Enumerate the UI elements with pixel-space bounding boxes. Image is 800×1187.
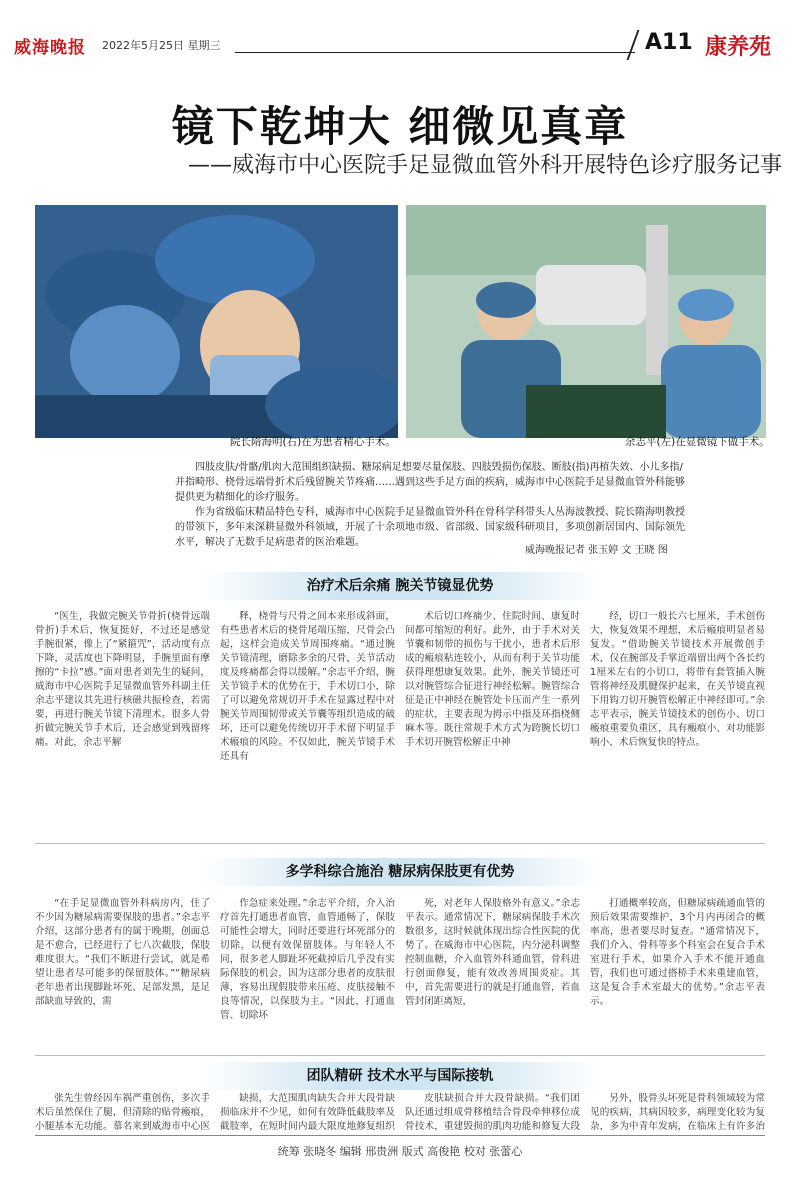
article-column: 张先生曾经因车祸严重创伤，多次手术后虽然保住了腿，但清除的贴骨瘢痕，小腿基本无功能。慕名来到威海市中心医: [35, 1093, 210, 1132]
section-divider: [35, 1055, 765, 1056]
headline: 镜下乾坤大 细微见真章: [171, 102, 629, 151]
article-column: “在手足显微血管外科病房内，住了不少因为糖尿病需要保肢的患者。”余志平介绍，这部分患者有的属于晚期，创面总是不愈合，已经进行了七八次截肢，保肢难度很大。“我们不断进行尝试，就是希望让患者尽可能多的保留肢体。”“糖尿病老年患者出现脚趾坏死、足部发黑，是足部缺血导致的，需: [35, 898, 210, 1007]
photo-caption-left: 院长隋海明(右)在为患者精心手术。: [230, 436, 396, 448]
issue-date: 2022年5月25日 星期三: [102, 39, 221, 52]
article-column: 另外，股骨头坏死是骨科领域较为常见的疾病，其病因较多，病理变化较为复杂，多为中青年发病，在临床上有许多治: [590, 1093, 765, 1132]
section-name: 康养苑: [705, 35, 772, 60]
article-column: “医生，我做完腕关节骨折(桡骨远端骨折)手术后，恢复挺好，不过还是感觉手腕很紧，像上了“紧箍咒”，活动度有点下降，灵活度也下降明显，手腕里面有摩擦的“卡拉”感。”面对患者刘先生的疑问，威海市中心医院手足显微血管外科副主任余志平建议其先进行核磁共振检查，若需要，再进行腕关节镜下清理术。很多人骨折做完腕关节手术后，还会感觉到残留疼痛。对此，余志平解: [35, 611, 210, 748]
masthead-slash: [627, 30, 640, 60]
subheadline: ——威海市中心医院手足显微血管外科开展特色诊疗服务记事: [187, 153, 782, 178]
masthead: [0, 0, 800, 78]
intro-paragraph: 作为省级临床精品特色专科，威海市中心医院手足显微血管外科在骨科学科带头人丛海波教授、院长隋海明教授的带领下，多年来深耕显微外科领域，开展了十余项地市级、省部级、国家级科研项目，多项创新居国内、国际领先水平，解决了无数手足病患者的医治难题。: [175, 507, 685, 548]
surgery-photo-right: [406, 205, 766, 438]
article-column: 经，切口一般长六七厘米，手术创伤大，恢复效果不理想，术后瘢痕明显者易复发。“借助腕关节镜技术开展微创手术，仅在腕部及手掌近端留出两个各长约1厘米左右的小切口，将带有套管插入腕管将神经及肌腱保护起来，在关节镜直视下用钩刀切开腕管松解正中神经即可。”余志平表示，腕关节镜技术的创伤小、切口瘢痕重要负重区，具有瘢痕小、对功能影响小、术后恢复快的特点。: [590, 611, 765, 748]
section-divider: [35, 843, 765, 844]
article-column: 作急症来处理。”余志平介绍，介入治疗首先打通患者血管，血管通畅了，保肢可能性会增大，同时还要进行坏死部分的切除，以便有效保留肢体。与年轻人不同，很多老人脚趾坏死截掉后几乎没有实际保肢的机会，因为这部分患者的皮肤很薄，容易出现假肢带来压疮、皮肤接触不良等情况，以保肢为主。“因此，打通血管、切除坏: [220, 898, 395, 1021]
article-column: 释，桡骨与尺骨之间本来形成斜面，有些患者术后的桡骨尾端压缩，尺骨会凸起，这样会造成关节周围疼痛。“通过腕关节镜清理，磨除多余的尺骨，关节活动度及疼痛都会得以缓解。”余志平介绍，腕关节镜手术的优势在于，手术切口小，除了可以避免常规切开手术在显露过程中对腕关节周围韧带或关节囊等组织造成的破坏，还可以避免传统切开手术留下明显手术瘢痕的风险。不仅如此，腕关节镜手术还具有: [220, 611, 395, 762]
newspaper-logo: 威海晚报: [14, 38, 86, 58]
masthead-divider: [235, 52, 635, 53]
intro-paragraph: 四肢皮肤/骨骼/肌肉大范围组织缺损、糖尿病足想要尽量保肢、四肢毁损伤保肢、断肢(指)再植失效、小儿多指/并指畸形、桡骨远端骨折术后残留腕关节疼痛……遇到这些手足方面的疾病，威海市中心医院手足显微血管外科能够提供更为精细化的诊疗服务。: [175, 462, 685, 503]
page-number: A11: [645, 30, 693, 55]
footer-divider: [35, 1135, 765, 1136]
byline: 威海晚报记者 张玉婷 文 王晓 图: [525, 545, 668, 556]
surgery-photo-left: [35, 205, 398, 438]
article-column: 死，对老年人保肢格外有意义。”余志平表示。通常情况下，糖尿病保肢手术次数很多，这时候就体现出综合性医院的优势了。在威海市中心医院，内分泌科调整控制血糖，介入血管外科通血管，骨科进行创面修复，能有效改善周围炎症。其中，首先需要进行的就是打通血管，若血管封闭距离短，: [405, 898, 580, 1007]
article-column: 缺损，大范围肌肉缺失合并大段骨缺损临床并不少见，如何有效降低截肢率及截肢率，在短时间内最大限度地修复组织: [220, 1093, 395, 1132]
article-column: 术后切口疼痛少、住院时间、康复时间都可缩短的利好。此外，由于手术对关节囊和韧带的损伤与干扰小，患者术后形成的瘢痕粘连较小，从而有利于关节功能获得理想康复效果。此外，腕关节镜还可以对腕管综合征进行神经松解。腕管综合征是正中神经在腕管处卡压而产生一系列的症状，主要表现为拇示中指及环指桡侧麻木等。既往常规手术方式为跨腕长切口手术切开腕管松解正中神: [405, 611, 580, 748]
credits-footer: 统筹 张晓冬 编辑 邢贵洲 版式 高俊艳 校对 张蕾心: [277, 1145, 523, 1158]
article-intro: [175, 460, 685, 550]
photo-caption-right: 余志平(左)在显微镜下做手术。: [625, 436, 770, 448]
section-heading-wrist: 治疗术后余痛 腕关节镜显优势: [200, 572, 600, 600]
article-column: 打通概率较高，但糖尿病疏通血管的预后效果需要维护，3个月内再闭合的概率高，患者要尽时复查。“通常情况下，我们介入、骨科等多个科室会在复合手术室进行手术，如果介入手术不能开通血管，我们也可通过搭桥手术来重建血管，这是复合手术室最大的优势。”余志平表示。: [590, 898, 765, 1007]
section-heading-diabetes: 多学科综合施治 糖尿病保肢更有优势: [200, 858, 600, 886]
section-heading-team: 团队精研 技术水平与国际接轨: [200, 1062, 600, 1090]
article-column: 皮肤缺损合并大段骨缺损。“我们团队还通过组成骨移植结合骨段牵伸移位成骨技术，重建毁损的肌肉功能和修复大段: [405, 1093, 580, 1132]
microscope-image: [406, 205, 766, 438]
surgeons-image: [35, 205, 398, 438]
